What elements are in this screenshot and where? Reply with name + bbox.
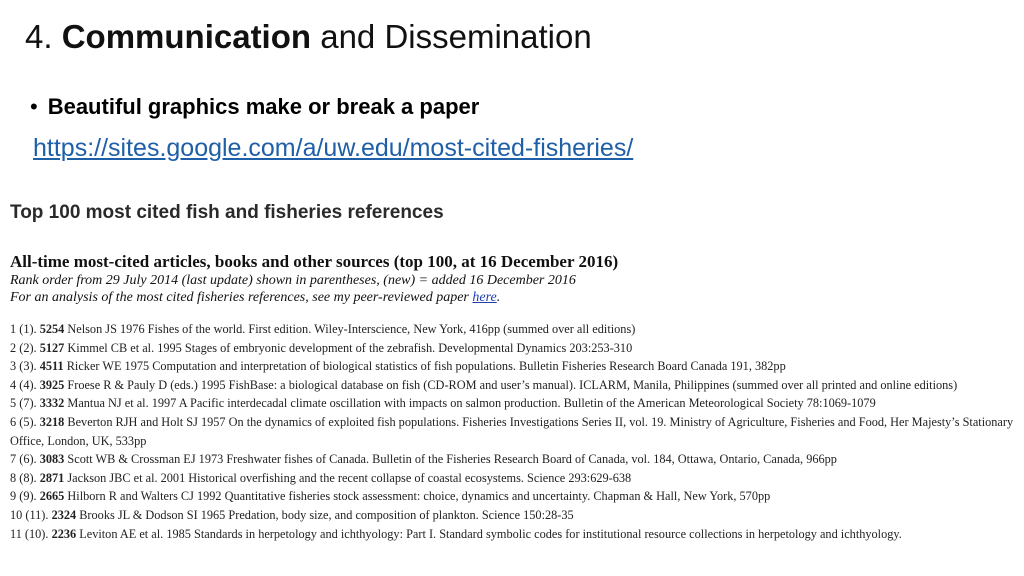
analysis-note-end: . — [496, 290, 501, 305]
list-item — [10, 339, 1018, 358]
reference-rank: 9 (9). — [10, 489, 37, 504]
bullet-text: Beautiful graphics make or break a paper — [47, 94, 480, 119]
rank-note: Rank order from 29 July 2014 (last update) shown in parentheses, (new) = added 16 December 2016 — [10, 273, 576, 288]
paper-link[interactable]: here — [472, 290, 497, 305]
page-title: Top 100 most cited fish and fisheries references — [10, 202, 444, 223]
reference-text: Nelson JS 1976 Fishes of the world. First edition. Wiley-Interscience, New York, 416pp (summed over all editions) — [67, 322, 636, 336]
list-item — [10, 469, 1018, 488]
citation-count: 2665 — [39, 489, 65, 504]
citation-count: 2324 — [51, 507, 77, 522]
title-number: 4. — [25, 18, 53, 55]
list-item — [10, 413, 1018, 450]
reference-text: Hilborn R and Walters CJ 1992 Quantitative fisheries stock assessment: choice, dynamics and uncertainty. Chapman & Hall, New York, 570pp — [67, 489, 771, 504]
list-item — [10, 487, 1018, 506]
citation-count: 3218 — [39, 414, 65, 429]
bullet-point — [30, 94, 479, 120]
citation-count: 2871 — [39, 470, 65, 485]
analysis-note — [10, 289, 1018, 306]
reference-text: Froese R & Pauly D (eds.) 1995 FishBase: a biological database on fish (CD-ROM and user’s manual). ICLARM, Manila, Philippines (summed over all printed and online editions) — [67, 377, 958, 392]
reference-text: Kimmel CB et al. 1995 Stages of embryonic development of the zebrafish. Developmental Dynamics 203:253-310 — [67, 340, 633, 355]
reference-rank: 2 (2). — [10, 340, 37, 355]
list-item — [10, 357, 1018, 376]
citation-count: 3925 — [39, 377, 65, 392]
title-bold-word: Communication — [61, 18, 312, 55]
list-item — [10, 394, 1018, 413]
reference-list — [10, 320, 1018, 543]
slide-title — [25, 18, 592, 56]
webpage-screenshot — [10, 198, 1018, 576]
reference-rank: 10 (11). — [10, 507, 49, 522]
reference-text: Leviton AE et al. 1985 Standards in herpetology and ichthyology: Part I. Standard symbolic codes for institutional resource collections in herpetology and ichthyology. — [79, 526, 902, 541]
reference-rank: 5 (7). — [10, 396, 37, 411]
reference-rank: 4 (4). — [10, 377, 37, 392]
citation-count: 5127 — [39, 340, 65, 355]
reference-text: Ricker WE 1975 Computation and interpretation of biological statistics of fish populations. Bulletin Fisheries Research Board Canada 191, 382pp — [66, 359, 786, 374]
list-item — [10, 320, 1018, 339]
website-link[interactable]: https://sites.google.com/a/uw.edu/most-cited-fisheries/ — [33, 134, 634, 162]
reference-text: Mantua NJ et al. 1997 A Pacific interdecadal climate oscillation with impacts on salmon production. Bulletin of the American Meteorological Society 78:1069-1079 — [67, 396, 876, 411]
citation-count: 5254 — [39, 322, 65, 336]
analysis-note-text: For an analysis of the most cited fisheries references, see my peer-reviewed paper — [10, 290, 469, 305]
reference-rank: 8 (8). — [10, 470, 37, 485]
reference-text: Scott WB & Crossman EJ 1973 Freshwater fishes of Canada. Bulletin of the Fisheries Research Board of Canada, vol. 184, Ottawa, Ontario, Canada, 966pp — [67, 452, 837, 467]
reference-rank: 3 (3). — [10, 359, 37, 374]
citation-count: 4511 — [39, 359, 64, 374]
list-item — [10, 450, 1018, 469]
reference-rank: 1 (1). — [10, 322, 37, 336]
title-rest: and Dissemination — [320, 18, 592, 55]
bullet-dot-icon: • — [30, 94, 38, 119]
reference-text: Brooks JL & Dodson SI 1965 Predation, body size, and composition of plankton. Science 150:28-35 — [79, 507, 574, 522]
list-item — [10, 525, 1018, 544]
reference-text: Jackson JBC et al. 2001 Historical overfishing and the recent collapse of coastal ecosystems. Science 293:629-638 — [67, 470, 632, 485]
list-subheading: All-time most-cited articles, books and other sources (top 100, at 16 December 2016) — [10, 252, 619, 271]
list-item — [10, 376, 1018, 395]
reference-text: Beverton RJH and Holt SJ 1957 On the dynamics of exploited fish populations. Fisheries Investigations Series II, vol. 19. Ministry of Agriculture, Fisheries and Food, Her Majesty’s Stationary Office, London, UK, 533pp — [10, 414, 1014, 448]
reference-rank: 6 (5). — [10, 414, 37, 429]
reference-rank: 7 (6). — [10, 452, 37, 467]
citation-count: 3083 — [39, 452, 65, 467]
list-item — [10, 506, 1018, 525]
citation-count: 3332 — [39, 396, 65, 411]
reference-rank: 11 (10). — [10, 526, 49, 541]
citation-count: 2236 — [51, 526, 77, 541]
